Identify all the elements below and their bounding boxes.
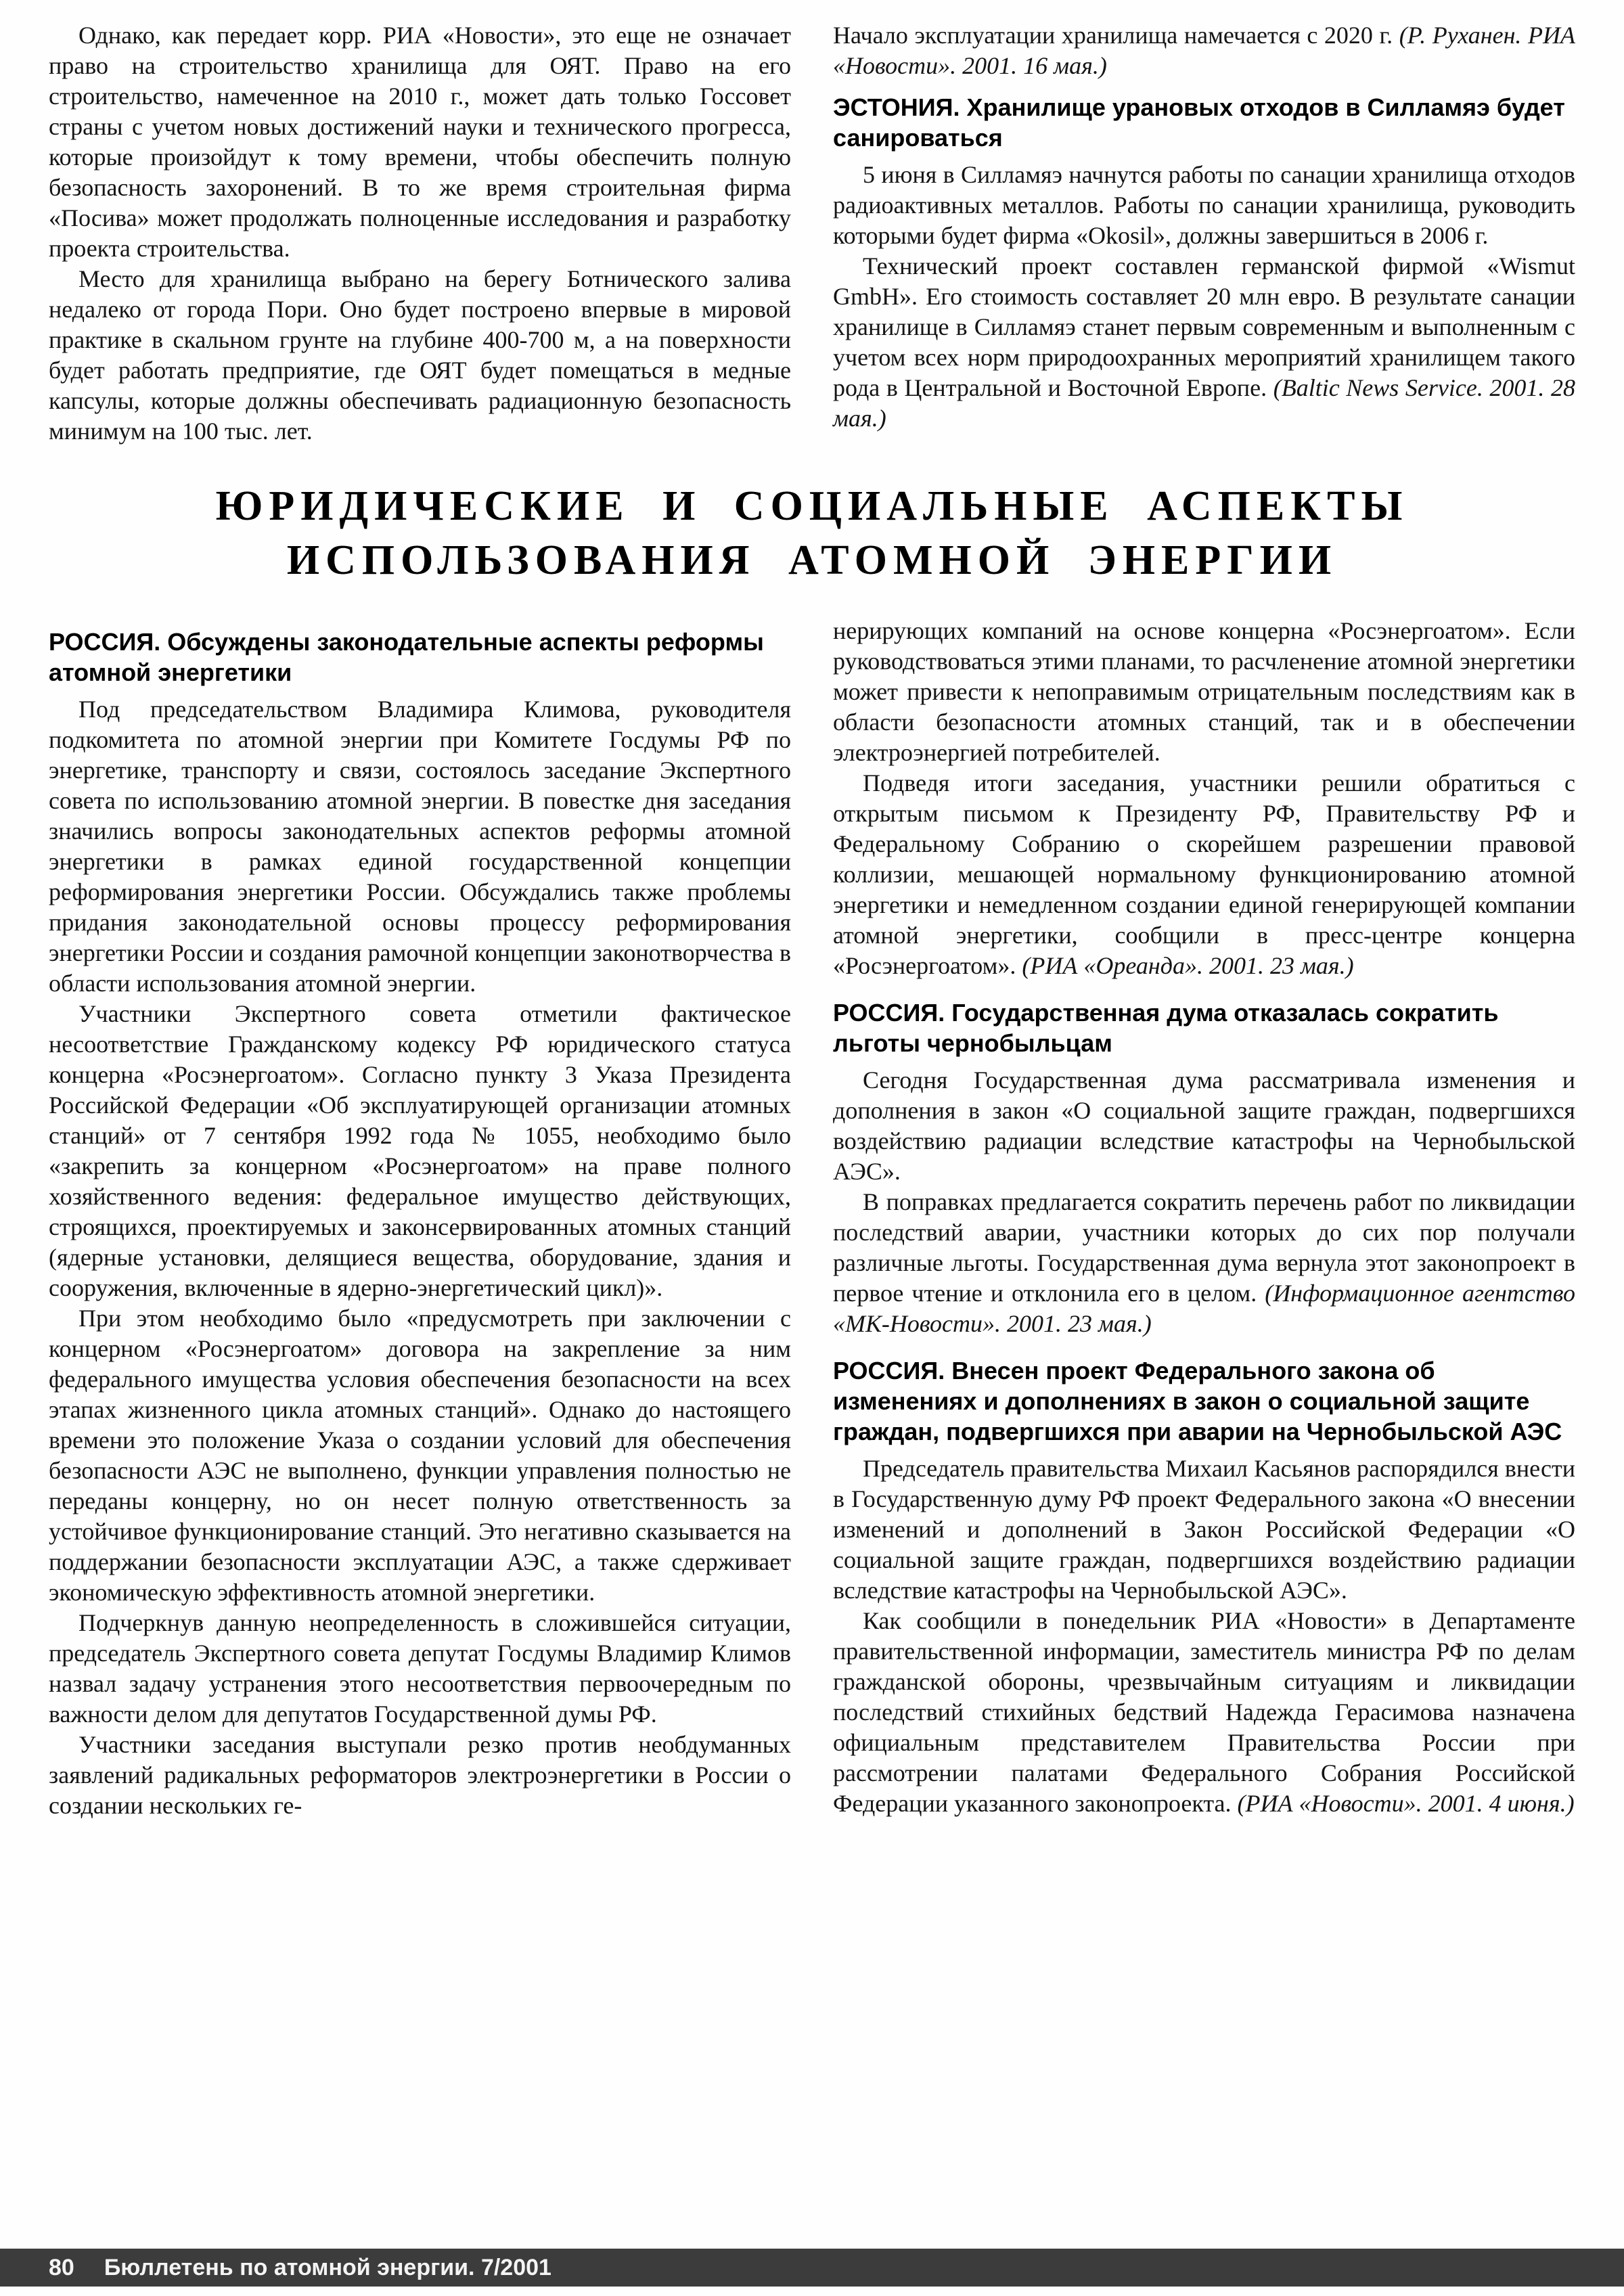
top-section xyxy=(49,20,1575,447)
paragraph: При этом необходимо было «предусмотреть при заключении с концерном «Росэнергоатом» договора на закрепление за ним федерального имущества условия обеспечения безопасности на всех этапах жизненного цикла атомных станций». Однако до настоящего времени это положение Указа о создании условий для обеспечения безопасности АЭС не выполнено, функции управления полностью не переданы концерну, но он несет полную ответственность за устойчивое функционирование станций. Это негативно сказывается на поддержании безопасности эксплуатации АЭС, а также сдерживает экономическую эффективность атомной энергетики. xyxy=(49,1305,791,1606)
paragraph: Подчеркнув данную неопределенность в сложившейся ситуации, председатель Экспертного совета депутат Госдумы Владимир Климов назвал задачу устранения этого несоответствия первоочередным по важности делом для депутатов Государственной думы РФ. xyxy=(49,1609,791,1728)
paragraph-text: Технический проект составлен германской фирмой «Wismut GmbH». Его стоимость составляет 20 млн евро. В результате санации хранилище в Силламяэ станет первым современным и выполненным с учетом всех норм природоохранных мероприятий хранилищем такого рода в Центральной и Восточной Европе. xyxy=(833,252,1575,401)
top-left-column xyxy=(49,20,791,447)
paragraph: Председатель правительства Михаил Касьянов распорядился внести в Государственную думу РФ проект Федерального закона «О внесении изменений и дополнений в Закон Российской Федерации «О социальной защите граждан, подвергшихся воздействию радиации вследствие катастрофы на Чернобыльской АЭС». xyxy=(833,1455,1575,1604)
paragraph xyxy=(833,768,1575,981)
paragraph: Однако, как передает корр. РИА «Новости», это еще не означает право на строительство хранилища для ОЯТ. Право на его строительство, намеченное на 2010 г., может дать только Госсовет страны с учетом новых достижений науки и технического прогресса, которые произойдут к тому времени, чтобы обеспечить полную безопасность захоронений. В то же время строительная фирма «Посива» может продолжать полноценные исследования и разработку проекта строительства. xyxy=(49,22,791,262)
paragraph-text: Подведя итоги заседания, участники решили обратиться с открытым письмом к Президенту РФ, Правительству РФ и Федеральному Собранию о скорейшем разрешении правовой коллизии, мешающей нормальному функционированию атомной энергетики и немедленном создании единой генерирующей компании атомной энергетики, сообщили в пресс-центре концерна «Росэнергоатом». xyxy=(833,769,1575,979)
paragraph: Сегодня Государственная дума рассматривала изменения и дополнения в закон «О социальной защите граждан, подвергшихся воздействию радиации вследствие катастрофы на Чернобыльской АЭС». xyxy=(833,1066,1575,1185)
main-left-column xyxy=(49,616,791,1821)
section-title xyxy=(49,479,1575,587)
journal-title: Бюллетень по атомной энергии. 7/2001 xyxy=(104,2254,551,2280)
footer-bar xyxy=(0,2249,1624,2287)
main-section xyxy=(49,616,1575,1821)
article-heading: РОССИЯ. Государственная дума отказалась сократить льготы чернобыльцам xyxy=(833,999,1499,1057)
citation: (Информационное агентство «МК-Новости». 2001. 23 мая.) xyxy=(833,1280,1575,1337)
paragraph-text: Как сообщили в понедельник РИА «Новости» в Департаменте правительственной информации, заместитель министра РФ по делам гражданской обороны, чрезвычайным ситуациям и ликвидации последствий стихийных бедствий Надежда Герасимова назначена официальным представителем Правительства России при рассмотрении палатами Федерального Собрания Российской Федерации указанного законопроекта. xyxy=(833,1607,1575,1817)
citation: (Baltic News Service. 2001. 28 мая.) xyxy=(833,374,1575,432)
paragraph: Под председательством Владимира Климова, руководителя подкомитета по атомной энергии при Комитете Госдумы РФ по энергетике, транспорту и связи, состоялось заседание Экспертного совета по использованию атомной энергии. В повестке дня заседания значились вопросы законодательных аспектов реформы атомной энергетики в рамках единой государственной концепции реформирования энергетики России. Обсуждались также проблемы придания законодательной основы процессу реформирования энергетики России и создания рамочной концепции законотворчества в области использования атомной энергии. xyxy=(49,696,791,997)
paragraph-text: В поправках предлагается сократить перечень работ по ликвидации последствий аварии, участники которых до сих пор получали различные льготы. Государственная дума вернула этот законопроект в первое чтение и отклонила его в целом. xyxy=(833,1188,1575,1307)
paragraph xyxy=(833,1606,1575,1819)
paragraph xyxy=(833,1187,1575,1339)
citation: (РИА «Новости». 2001. 4 июня.) xyxy=(1237,1790,1575,1817)
article-heading: ЭСТОНИЯ. Хранилище урановых отходов в Силламяэ будет санироваться xyxy=(833,93,1565,152)
citation: (РИА «Ореанда». 2001. 23 мая.) xyxy=(1022,952,1354,979)
top-right-column xyxy=(833,20,1575,447)
paragraph: нерирующих компаний на основе концерна «Росэнергоатом». Если руководствоваться этими планами, то расчленение атомной энергетики может привести к непоправимым отрицательным последствиям как в области безопасности атомных станций, так и в обеспечении электроэнергией потребителей. xyxy=(833,617,1575,766)
main-right-column xyxy=(833,616,1575,1821)
page-number: 80 xyxy=(49,2254,74,2280)
paragraph: Участники заседания выступали резко против необдуманных заявлений радикальных реформаторов электроэнергетики в России о создании нескольких ге- xyxy=(49,1731,791,1819)
article-heading: РОССИЯ. Обсуждены законодательные аспекты реформы атомной энергетики xyxy=(49,628,764,686)
section-title-line2: ИСПОЛЬЗОВАНИЯ АТОМНОЙ ЭНЕРГИИ xyxy=(286,537,1338,583)
citation: (Р. Руханен. РИА «Новости». 2001. 16 мая.) xyxy=(833,22,1575,79)
section-title-line1: ЮРИДИЧЕСКИЕ И СОЦИАЛЬНЫЕ АСПЕКТЫ xyxy=(215,483,1409,529)
paragraph: 5 июня в Силламяэ начнутся работы по санации хранилища отходов радиоактивных металлов. Работы по санации хранилища, руководить которыми будет фирма «Okosil», должны завершиться в 2006 г. xyxy=(833,161,1575,249)
paragraph-text: Начало эксплуатации хранилища намечается с 2020 г. xyxy=(833,22,1393,49)
paragraph xyxy=(833,251,1575,434)
paragraph xyxy=(833,20,1575,81)
paragraph: Место для хранилища выбрано на берегу Ботнического залива недалеко от города Пори. Оно будет построено впервые в мировой практике в скальном грунте на глубине 400-700 м, а на поверхности будет работать предприятие, где ОЯТ будет помещаться в медные капсулы, которые должны обеспечивать радиационную безопасность минимум на 100 тыс. лет. xyxy=(49,265,791,445)
paragraph: Участники Экспертного совета отметили фактическое несоответствие Гражданскому кодексу РФ юридического статуса концерна «Росэнергоатом». Согласно пункту 3 Указа Президента Российской Федерации «Об эксплуатирующей организации атомных станций» от 7 сентября 1992 года № 1055, необходимо было «закрепить за концерном «Росэнергоатом» на праве полного хозяйственного ведения: федеральное имущество действующих, строящихся, проектируемых и законсервированных атомных станций (ядерные установки, делящиеся вещества, оборудование, здания и сооружения, включенные в ядерно-энергетический цикл)». xyxy=(49,1000,791,1301)
article-heading: РОССИЯ. Внесен проект Федерального закона об изменениях и дополнениях в закон о социальной защите граждан, подвергшихся при аварии на Чернобыльской АЭС xyxy=(833,1357,1562,1445)
